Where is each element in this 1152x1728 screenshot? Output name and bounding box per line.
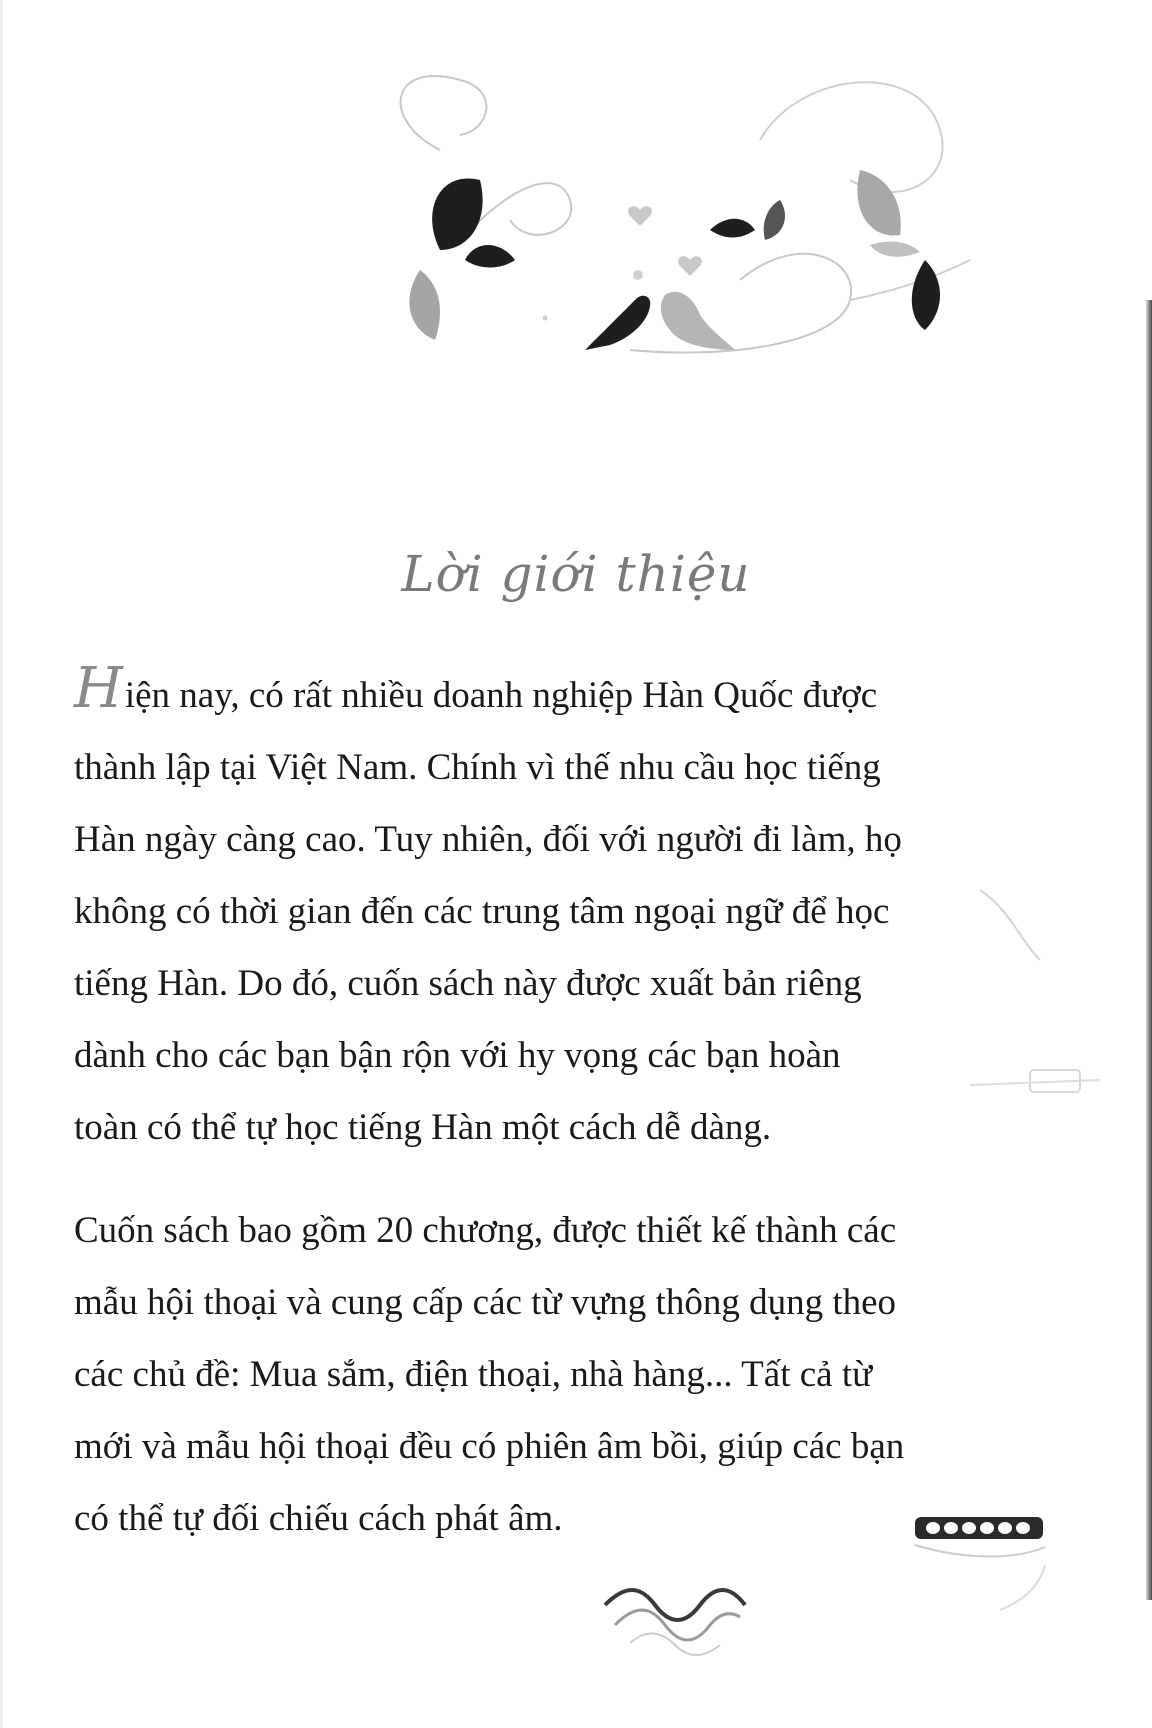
text-line: không có thời gian đến các trung tâm ngoại ngữ để học xyxy=(74,891,890,932)
text-line: dành cho các bạn bận rộn với hy vọng các bạn hoàn xyxy=(74,1035,841,1076)
text-line: mới và mẫu hội thoại đều có phiên âm bồi, giúp các bạn xyxy=(74,1426,905,1467)
dropcap-letter: H xyxy=(74,656,123,721)
text-line: mẫu hội thoại và cung cấp các từ vựng thông dụng theo xyxy=(74,1282,897,1323)
text-line: thành lập tại Việt Nam. Chính vì thế nhu cầu học tiếng xyxy=(74,747,881,788)
text-line: Hiện nay, có rất nhiều doanh nghiệp Hàn Quốc được xyxy=(74,656,878,721)
intro-paragraph-1 xyxy=(74,656,1040,1164)
text-line: Hàn ngày càng cao. Tuy nhiên, đối với người đi làm, họ xyxy=(74,819,902,860)
intro-paragraph-2 xyxy=(74,1195,1040,1555)
page-edge-right xyxy=(1146,300,1152,1600)
text-line: toàn có thể tự học tiếng Hàn một cách dễ dàng. xyxy=(74,1107,772,1148)
leaves-and-birds-icon xyxy=(380,60,1060,400)
text-line: có thể tự đối chiếu cách phát âm. xyxy=(74,1498,563,1539)
text-line: Cuốn sách bao gồm 20 chương, được thiết kế thành các xyxy=(74,1210,897,1251)
vine-flourish-icon xyxy=(960,850,1100,1110)
wave-flourish-icon xyxy=(600,1565,750,1665)
text-line: tiếng Hàn. Do đó, cuốn sách này được xuất bản riêng xyxy=(74,963,862,1004)
page-edge-left xyxy=(0,0,3,1728)
bead-chain-icon xyxy=(905,1505,1055,1615)
text-line: các chủ đề: Mua sắm, điện thoại, nhà hàng... Tất cả từ xyxy=(74,1354,873,1395)
page-title: Lời giới thiệu xyxy=(401,545,751,603)
